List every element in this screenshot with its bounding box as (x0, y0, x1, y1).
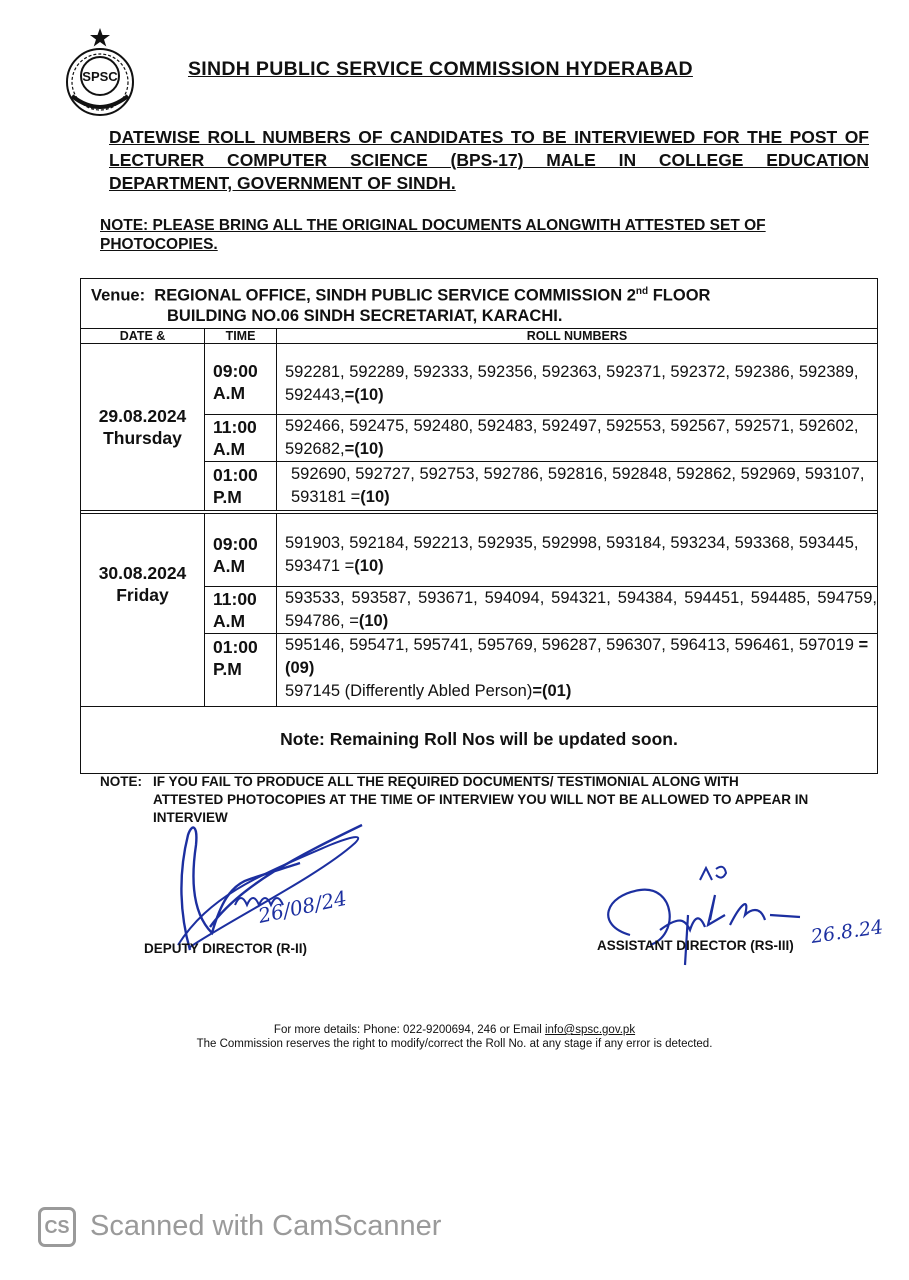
note-label: NOTE: (100, 774, 142, 789)
venue-line2: BUILDING NO.06 SINDH SECRETARIAT, KARACHI. (167, 306, 563, 325)
column-header-row (81, 328, 878, 343)
deputy-director-signature (150, 815, 380, 955)
date-cell (81, 513, 205, 706)
candidate-count: (10) (358, 611, 389, 630)
time-cell (205, 461, 277, 510)
col-rolls-header: ROLL NUMBERS (277, 328, 878, 343)
roll-numbers: 592466, 592475, 592480, 592483, 592497, 592553, 592567, 592571, 592602, 592682, (285, 416, 859, 458)
col-date-header: DATE & (81, 328, 205, 343)
table-row (81, 343, 878, 414)
note-line1: IF YOU FAIL TO PRODUCE ALL THE REQUIRED DOCUMENTS/ TESTIMONIAL ALONG WITH (153, 774, 739, 789)
documents-note: NOTE: PLEASE BRING ALL THE ORIGINAL DOCUMENTS ALONGWITH ATTESTED SET OF PHOTOCOPIES. (100, 217, 766, 253)
note-line2: ATTESTED PHOTOCOPIES AT THE TIME OF INTERVIEW YOU WILL NOT BE ALLOWED TO APPEAR IN (153, 792, 809, 807)
candidate-count: (10) (354, 556, 384, 575)
roll-numbers-cell (277, 343, 878, 414)
date-cell (81, 343, 205, 510)
time-cell (205, 513, 277, 586)
venue-cell (81, 279, 878, 329)
time-cell (205, 633, 277, 706)
interview-date: 29.08.2024 (98, 405, 187, 426)
roll-numbers: 592690, 592727, 592753, 592786, 592816, 592848, 592862, 592969, 593107, 593181 = (291, 464, 865, 506)
svg-text:26/08/24: 26/08/24 (256, 885, 349, 928)
commission-title: SINDH PUBLIC SERVICE COMMISSION HYDERABAD (188, 58, 693, 80)
roll-numbers-cell (277, 633, 878, 706)
time-cell (205, 586, 277, 633)
slot-ampm: A.M (213, 555, 246, 576)
candidate-count: =(10) (344, 385, 384, 404)
remaining-note: Note: Remaining Roll Nos will be updated soon. (81, 706, 878, 773)
slot-time: 09:00 (213, 360, 258, 381)
candidate-count: =(10) (344, 439, 384, 458)
footer-email-link[interactable]: info@spsc.gov.pk (544, 1024, 636, 1036)
footer-disclaimer: The Commission reserves the right to modify/correct the Roll No. at any stage if any error is detected. (196, 1038, 713, 1050)
assistant-director-title: ASSISTANT DIRECTOR (RS-III) (597, 938, 794, 953)
venue-label: Venue: (91, 286, 146, 305)
camscanner-logo-icon: CS (38, 1207, 76, 1247)
roll-numbers-cell (277, 414, 878, 461)
table-row (81, 513, 878, 586)
interview-date: 30.08.2024 (98, 562, 187, 583)
roll-numbers: 592281, 592289, 592333, 592356, 592363, 592371, 592372, 592386, 592389, 592443, (285, 362, 859, 404)
remaining-note-row (81, 706, 878, 773)
slot-ampm: P.M (213, 658, 242, 679)
slot-time: 11:00 (213, 588, 257, 609)
venue-sup: nd (635, 286, 649, 297)
slot-time: 01:00 (213, 464, 258, 485)
venue-row (81, 279, 878, 329)
slot-time: 09:00 (213, 533, 258, 554)
svg-text:26.8.24: 26.8.24 (809, 916, 885, 948)
footer-contact (0, 1024, 909, 1036)
interview-day: Thursday (103, 427, 182, 448)
slot-ampm: A.M (213, 610, 246, 631)
time-cell (205, 343, 277, 414)
spsc-logo (56, 26, 144, 118)
roll-numbers-cell (277, 513, 878, 586)
svg-text:SPSC: SPSC (82, 69, 118, 84)
venue-line1: REGIONAL OFFICE, SINDH PUBLIC SERVICE COMMISSION 2 (154, 286, 636, 305)
slot-time: 01:00 (213, 636, 258, 657)
slot-ampm: A.M (213, 438, 246, 459)
interview-schedule-table (80, 278, 878, 774)
slot-ampm: P.M (213, 486, 242, 507)
venue-line1-post: FLOOR (648, 286, 711, 305)
candidate-count: (10) (360, 487, 390, 506)
roll-numbers: 595146, 595471, 595741, 595769, 596287, 596307, 596413, 596461, 597019 (285, 635, 854, 654)
differently-abled-count: =(01) (532, 681, 572, 700)
note-line3: INTERVIEW (153, 810, 228, 825)
roll-numbers-cell (277, 461, 878, 510)
time-cell (205, 414, 277, 461)
col-time-header: TIME (205, 328, 277, 343)
slot-time: 11:00 (213, 416, 257, 437)
document-heading: DATEWISE ROLL NUMBERS OF CANDIDATES TO BE INTERVIEWED FOR THE POST OF LECTURER COMPUTER SCIENCE (BPS-17) MALE IN COLLEGE EDUCATION DEPARTMENT, GOVERNMENT OF SINDH. (109, 127, 869, 193)
roll-numbers: 593533, 593587, 593671, 594094, 594321, 594384, 594451, 594485, 594759, 594786, = (285, 588, 877, 630)
differently-abled-roll: 597145 (Differently Abled Person) (285, 681, 533, 700)
roll-numbers-cell (277, 586, 878, 633)
deputy-director-title: DEPUTY DIRECTOR (R-II) (144, 941, 308, 956)
interview-day: Friday (116, 584, 169, 605)
candidate-count: =(09) (285, 635, 869, 677)
footer-contact-text: For more details: Phone: 022-9200694, 246 or Email (273, 1024, 545, 1036)
camscanner-watermark: Scanned with CamScanner (90, 1210, 442, 1242)
roll-numbers: 591903, 592184, 592213, 592935, 592998, 593184, 593234, 593368, 593445, 593471 = (285, 533, 859, 575)
slot-ampm: A.M (213, 382, 246, 403)
